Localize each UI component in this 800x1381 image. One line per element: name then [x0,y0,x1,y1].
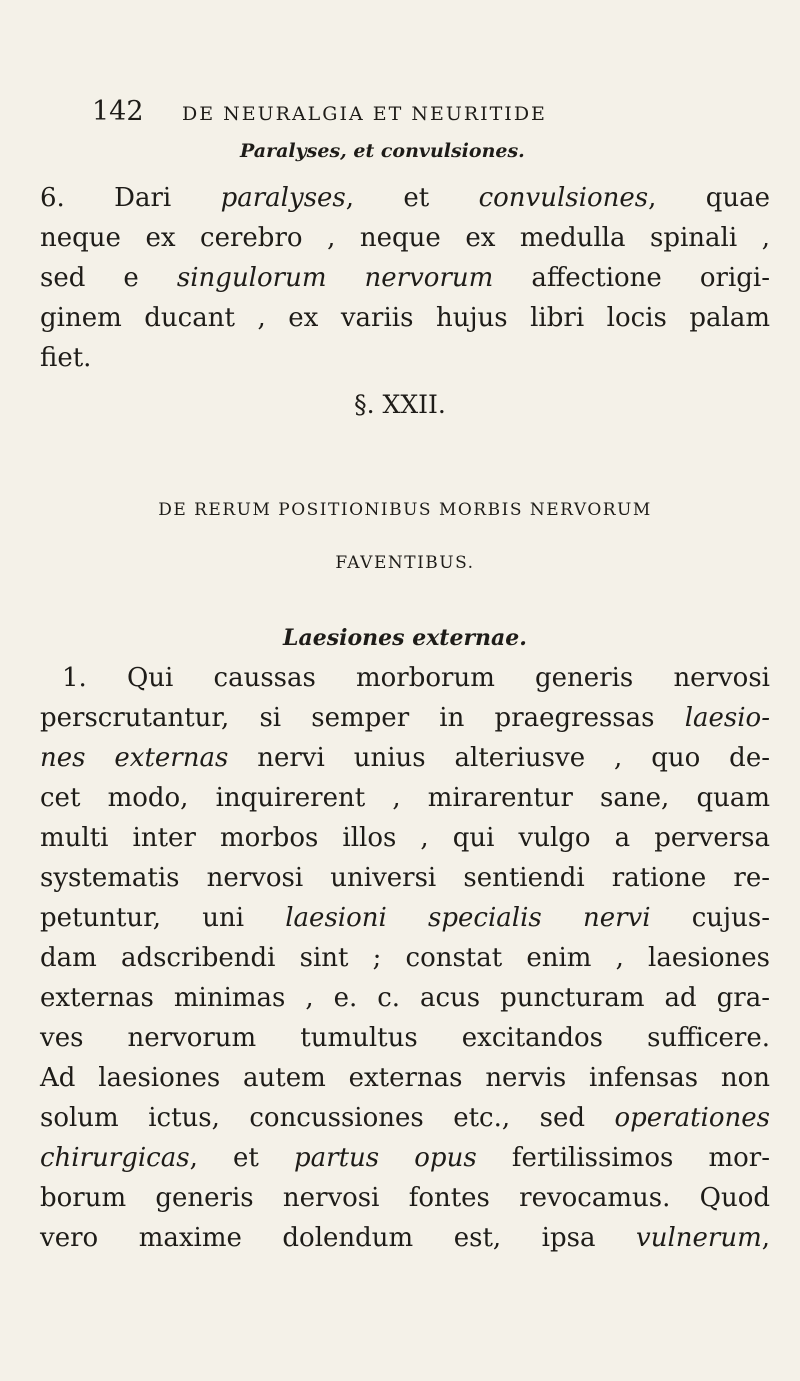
text-line: ves nervorum tumultus excitandos sufficere. [40,1023,770,1053]
text-line: ginem ducant , ex variis hujus libri locis palam [40,303,770,333]
text-line: neque ex cerebro , neque ex medulla spinali , [40,223,770,253]
text-line: solum ictus, concussiones etc., sed operationes [40,1103,770,1133]
text-line: sed e singulorum nervorum affectione origi- [40,263,771,293]
text-line: nes externas nervi unius alteriusve , quo de- [40,743,770,773]
subheading-laesiones: Laesiones externae. [283,625,527,651]
text-line: systematis nervosi universi sentiendi ratione re- [40,863,770,893]
text-line: dam adscribendi sint ; constat enim , laesiones [40,943,770,973]
running-header [92,96,772,136]
text-line: Ad laesiones autem externas nervis infensas non [40,1063,770,1093]
text-line: vero maxime dolendum est, ipsa vulnerum, [40,1223,770,1253]
paragraph-6 [40,178,770,378]
subheading-paralyses: Paralyses, et convulsiones. [240,140,525,162]
section-title: DE RERUM POSITIONIBUS MORBIS NERVORUM [158,500,652,520]
text-line: externas minimas , e. c. acus puncturam ad gra- [40,983,770,1013]
section-title-continued: FAVENTIBUS. [335,553,475,573]
text-line: 1. Qui caussas morborum generis nervosi [62,663,770,693]
text-line: borum generis nervosi fontes revocamus. Quod [40,1183,770,1213]
section-number: §. XXII. [354,390,446,419]
page-number: 142 [92,96,144,127]
paragraph-1 [40,658,770,1258]
text-line: perscrutantur, si semper in praegressas laesio- [40,703,770,733]
text-line: petuntur, uni laesioni specialis nervi cujus- [40,903,770,933]
text-line: chirurgicas, et partus opus fertilissimos mor- [40,1143,770,1173]
running-title: DE NEURALGIA ET NEURITIDE [182,103,547,125]
text-line: 6. Dari paralyses, et convulsiones, quae [40,183,770,213]
text-line: cet modo, inquirerent , mirarentur sane, quam [40,783,770,813]
text-line: fiet. [40,343,92,373]
text-line: multi inter morbos illos , qui vulgo a perversa [40,823,770,853]
